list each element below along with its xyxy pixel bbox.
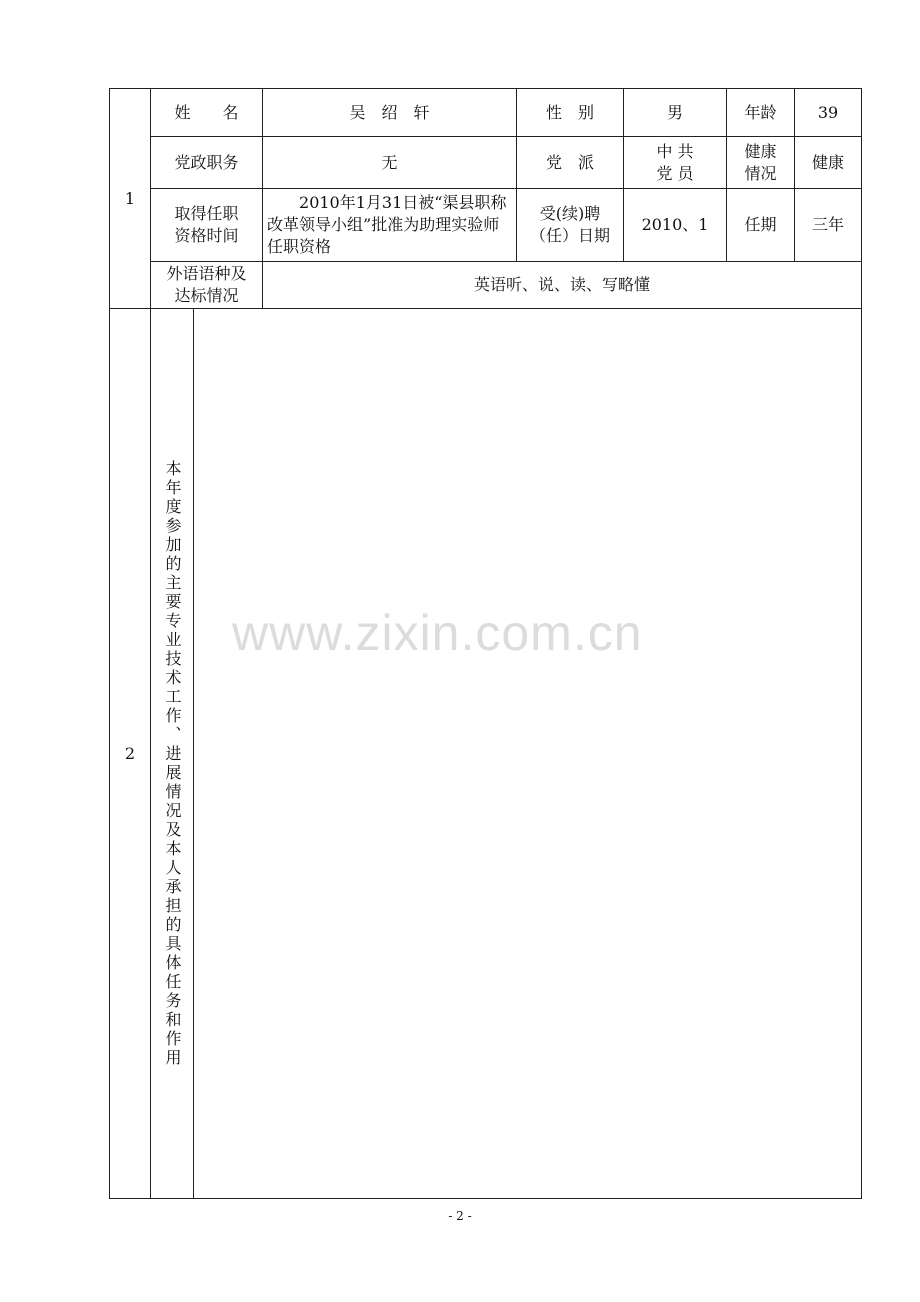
health-label: 健康 情况 <box>727 137 795 189</box>
age-label: 年龄 <box>727 89 795 137</box>
section-1-index: 1 <box>110 89 151 309</box>
gender-label: 性 别 <box>517 89 624 137</box>
qualification-label: 取得任职 资格时间 <box>151 189 263 262</box>
post-value: 无 <box>263 137 517 189</box>
language-value: 英语听、说、读、写略懂 <box>263 262 862 309</box>
party-label: 党 派 <box>517 137 624 189</box>
work-summary-title: 本年度参加的主要专业技术工作、进展情况及本人承担的具体任务和作用 <box>163 460 182 1068</box>
row-language <box>110 262 862 309</box>
personnel-form-table <box>109 88 862 1199</box>
row-qualification <box>110 189 862 262</box>
gender-value: 男 <box>624 89 727 137</box>
work-summary-title-cell <box>151 309 194 1199</box>
age-value: 39 <box>795 89 862 137</box>
term-value: 三年 <box>795 189 862 262</box>
row-political-info <box>110 137 862 189</box>
name-label: 姓 名 <box>151 89 263 137</box>
party-value: 中 共 党 员 <box>624 137 727 189</box>
hire-date-value: 2010、1 <box>624 189 727 262</box>
language-label: 外语语种及 达标情况 <box>151 262 263 309</box>
section-2-index: 2 <box>110 309 151 1199</box>
row-work-summary <box>110 309 862 1199</box>
qualification-value: 2010年1月31日被“渠县职称改革领导小组”批准为助理实验师任职资格 <box>263 189 517 262</box>
term-label: 任期 <box>727 189 795 262</box>
hire-date-label: 受(续)聘 （任）日期 <box>517 189 624 262</box>
health-value: 健康 <box>795 137 862 189</box>
post-label: 党政职务 <box>151 137 263 189</box>
work-summary-content <box>194 309 862 1199</box>
watermark-text: www.zixin.com.cn <box>232 605 643 661</box>
row-basic-info <box>110 89 862 137</box>
page-number: - 2 - <box>448 1209 472 1223</box>
name-value: 吴 绍 轩 <box>263 89 517 137</box>
